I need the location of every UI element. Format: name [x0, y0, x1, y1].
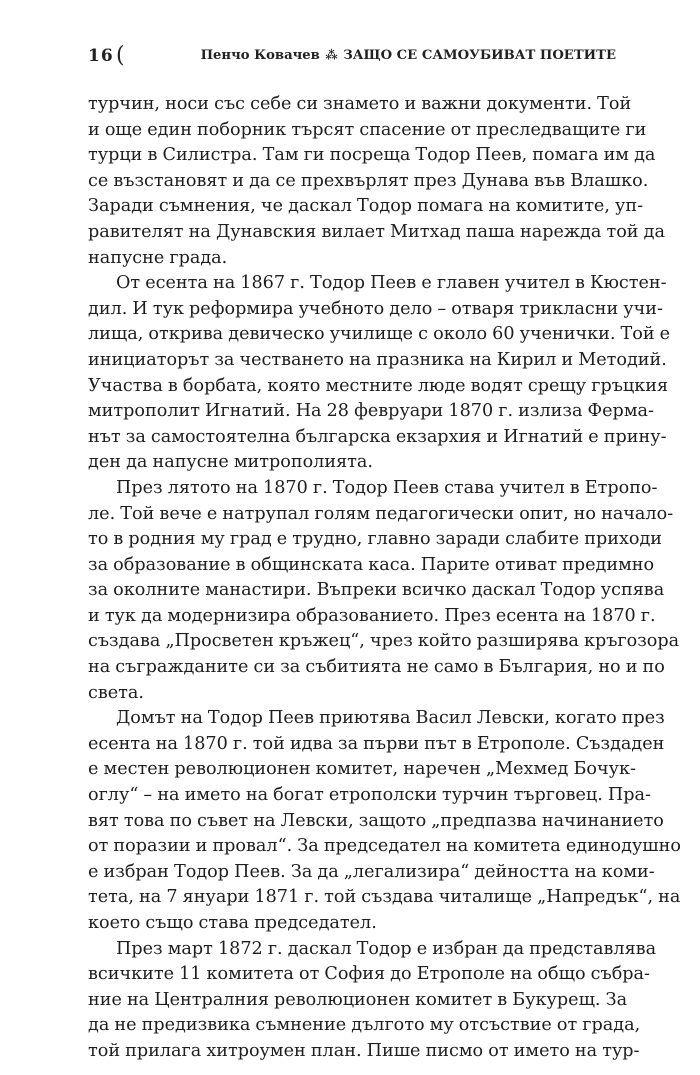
- text-line: е местен революционен комитет, наречен „Мехмед Бочук-: [88, 759, 636, 780]
- text-line: инициаторът за честването на празника на Кирил и Методий.: [88, 349, 667, 370]
- text-line: за околните манастири. Въпреки всичко даскал Тодор успява: [88, 580, 665, 601]
- text-line: есента на 1870 г. той идва за първи път в Етрополе. Създаден: [88, 733, 665, 754]
- author-name: Пенчо Ковачев: [200, 48, 320, 63]
- text-line: и още един поборник търсят спасение от преследващите ги: [88, 119, 647, 140]
- text-line: света.: [88, 682, 144, 703]
- text-line: От есента на 1867 г. Тодор Пеев е главен учител в Кюстен-: [116, 273, 667, 294]
- text-line: През март 1872 г. даскал Тодор е избран да представлява: [116, 938, 657, 959]
- page-number: 16: [88, 46, 114, 66]
- text-line: от поразии и провал“. За председател на комитета единодушно: [88, 836, 681, 857]
- book-title: ЗАЩО СЕ САМОУБИВАТ ПОЕТИТЕ: [343, 48, 616, 63]
- text-line: да не предизвика съмнение дългото му отсъствие от града,: [88, 1015, 641, 1036]
- text-line: всичките 11 комитета от София до Етрополе на общо събра-: [88, 964, 650, 985]
- separator-ornament-icon: ⁂: [325, 48, 338, 62]
- text-line: дил. И тук реформира учебното дело – отваря трикласни учи-: [88, 298, 663, 319]
- text-line: турчин, носи със себе си знамето и важни документи. Той: [88, 94, 632, 114]
- text-line: тета, на 7 януари 1871 г. той създава читалище „Напредък“, на: [88, 887, 681, 908]
- body-text: [88, 92, 681, 1065]
- text-line: нът за самостоятелна българска екзархия и Игнатий е прину-: [88, 426, 667, 447]
- text-line: е избран Тодор Пеев. За да „легализира“ дейността на коми-: [88, 861, 655, 882]
- text-line: Участва в борбата, която местните люде водят срещу гръцкия: [88, 375, 669, 396]
- text-line: той прилага хитроумен план. Пише писмо от името на тур-: [88, 1040, 640, 1061]
- text-line: През лятото на 1870 г. Тодор Пеев става учител в Етропо-: [116, 477, 658, 498]
- text-line: напусне града.: [88, 247, 228, 268]
- text-line: Домът на Тодор Пеев приютява Васил Левски, когато през: [116, 708, 665, 729]
- text-line: ние на Централния революционен комитет в Букурещ. За: [88, 989, 628, 1010]
- text-line: турци в Силистра. Там ги посреща Тодор Пеев, помага им да: [88, 145, 656, 166]
- running-head-title: [201, 48, 616, 63]
- text-line: митрополит Игнатий. На 28 февруари 1870 г. излиза Ферма-: [88, 401, 654, 422]
- text-line: на съгражданите си за събитията не само в България, но и по: [88, 657, 665, 678]
- text-line: за образование в общинската каса. Парите отиват предимно: [88, 554, 655, 575]
- text-line: ле. Той вече е натрупал голям педагогически опит, но начало-: [88, 503, 674, 524]
- text-line: се възстановят и да се прехвърлят през Дунава във Влашко.: [88, 170, 649, 191]
- text-line: което също става председател.: [88, 913, 377, 933]
- text-line: създава „Просветен кръжец“, чрез който разширява кръгозора: [88, 631, 680, 652]
- running-head: [88, 43, 616, 70]
- text-line: лища, открива девическо училище с около 60 ученички. Той е: [88, 324, 671, 345]
- text-line: то в родния му град е трудно, главно заради слабите приходи: [88, 529, 663, 550]
- text-line: оглу“ – на името на богат етрополски турчин търговец. Пра-: [88, 785, 651, 806]
- page-number-ornament: (: [116, 43, 125, 68]
- text-line: и тук да модернизира образованието. През есента на 1870 г.: [88, 605, 656, 626]
- text-line: Заради съмнения, че даскал Тодор помага на комитите, уп-: [88, 196, 644, 217]
- text-line: равителят на Дунавския вилает Митхад паша нарежда той да: [88, 221, 665, 242]
- text-line: вят това по съвет на Левски, защото „предпазва начинанието: [88, 810, 664, 831]
- text-line: ден да напусне митрополията.: [88, 452, 373, 473]
